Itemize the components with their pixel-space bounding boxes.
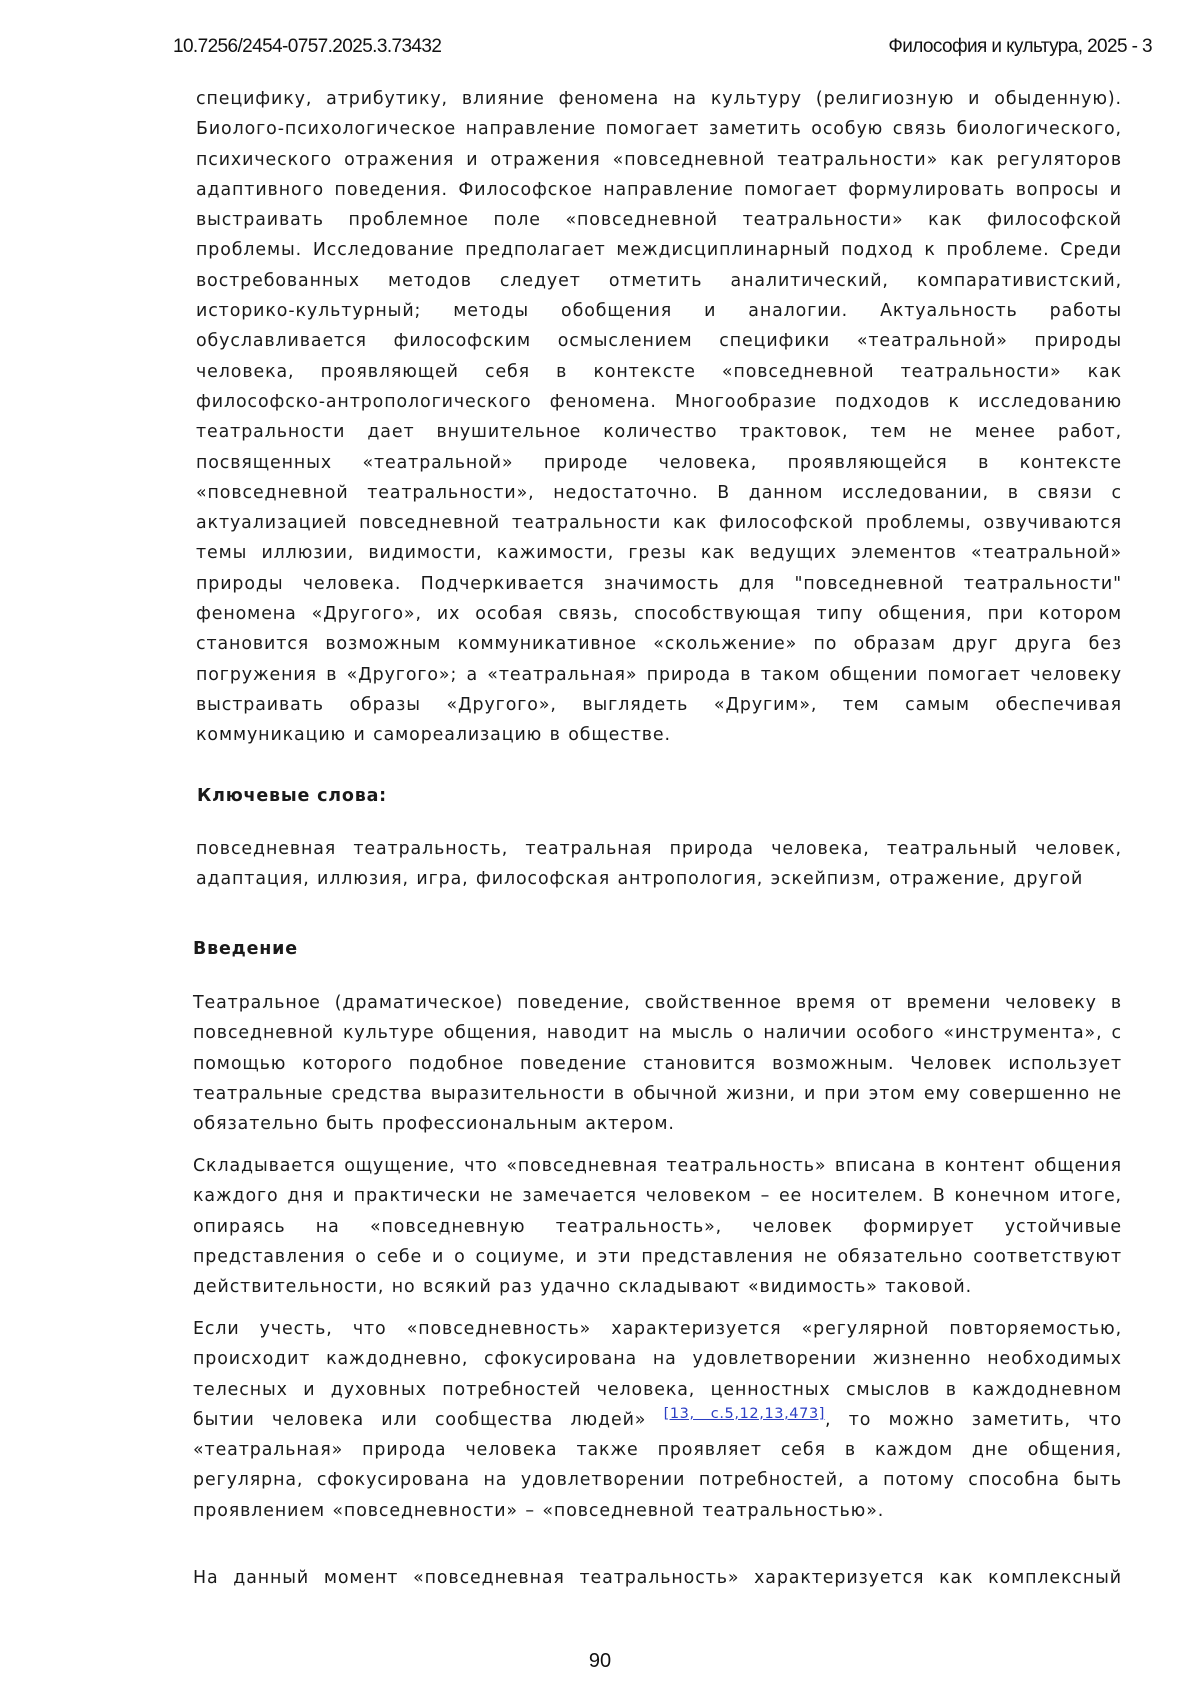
- doi-header: 10.7256/2454-0757.2025.3.73432: [173, 36, 441, 58]
- intro-paragraph-4: [193, 1563, 1122, 1593]
- intro-paragraph-2-text: Складывается ощущение, что «повседневная театральность» вписана в контент общения каждого дня и практически не замечается человеком – ее носителем. В конечном итоге, опираясь на «повседневную театральность», человек формирует устойчивые представления о себе и о социуме, и эти представления не обязательно соответствуют действительности, но всякий раз удачно складывают «видимость» таковой.: [193, 1151, 1122, 1302]
- intro-paragraph-3-part2: , то можно заметить, что «театральная» природа человека также проявляет себя в каждом дне общения, регулярна, сфокусирована на удовлетворении потребностей, а потому способна быть проявлением «повседневности» – «повседневной театральностью».: [193, 1410, 1122, 1521]
- intro-paragraph-1: [193, 988, 1122, 1139]
- abstract: [196, 84, 1122, 751]
- journal-header: Философия и культура, 2025 - 3: [888, 36, 1152, 58]
- keywords-text: повседневная театральность, театральная природа человека, театральный человек, адаптация, иллюзия, игра, философская антропология, эскейпизм, отражение, другой: [196, 834, 1122, 895]
- keywords-block: [196, 834, 1122, 895]
- page-number: 90: [0, 1650, 1200, 1673]
- intro-paragraph-4-text: На данный момент «повседневная театральность» характеризуется как комплексный: [193, 1563, 1122, 1593]
- intro-paragraph-3: [193, 1314, 1122, 1526]
- abstract-text: специфику, атрибутику, влияние феномена на культуру (религиозную и обыденную). Биолого-психологическое направление помогает заметить особую связь биологического, психического отражения и отражения «повседневной театральности» как регуляторов адаптивного поведения. Философское направление помогает формулировать вопросы и выстраивать проблемное поле «повседневной театральности» как философской проблемы. Исследование предполагает междисциплинарный подход к проблеме. Среди востребованных методов следует отметить аналитический, компаративистский, историко-культурный; методы обобщения и аналогии. Актуальность работы обуславливается философским осмыслением специфики «театральной» природы человека, проявляющей себя в контексте «повседневной театральности» как философско-антропологического феномена. Многообразие подходов к исследованию театральности дает внушительное количество трактовок, тем не менее работ, посвященных «театральной» природе человека, проявляющейся в контексте «повседневной театральности», недостаточно. В данном исследовании, в связи с актуализацией повседневной театральности как философской проблемы, озвучиваются темы иллюзии, видимости, кажимости, грезы как ведущих элементов «театральной» природы человека. Подчеркивается значимость для "повседневной театральности" феномена «Другого», их особая связь, способствующая типу общения, при котором становится возможным коммуникативное «скольжение» по образам друг друга без погружения в «Другого»; а «театральная» природа в таком общении помогает человеку выстраивать образы «Другого», выглядеть «Другим», тем самым обеспечивая коммуникацию и самореализацию в обществе.: [196, 84, 1122, 751]
- keywords-title: Ключевые слова:: [197, 786, 387, 806]
- intro-paragraph-1-text: Театральное (драматическое) поведение, свойственное время от времени человеку в повседневной культуре общения, наводит на мысль о наличии особого «инструмента», с помощью которого подобное поведение становится возможным. Человек использует театральные средства выразительности в обычной жизни, и при этом ему совершенно не обязательно быть профессиональным актером.: [193, 988, 1122, 1139]
- intro-paragraph-3-text: [193, 1314, 1122, 1526]
- introduction-title: Введение: [193, 939, 298, 959]
- intro-paragraph-3-part1: Если учесть, что «повседневность» характеризуется «регулярной повторяемостью, происходит каждодневно, сфокусирована на удовлетворении жизненно необходимых телесных и духовных потребностей человека, ценностных смыслов в каждодневном бытии человека или сообщества людей»: [193, 1319, 1122, 1430]
- citation-link[interactable]: [13, с.5,12,13,473]: [664, 1406, 825, 1422]
- intro-paragraph-2: [193, 1151, 1122, 1302]
